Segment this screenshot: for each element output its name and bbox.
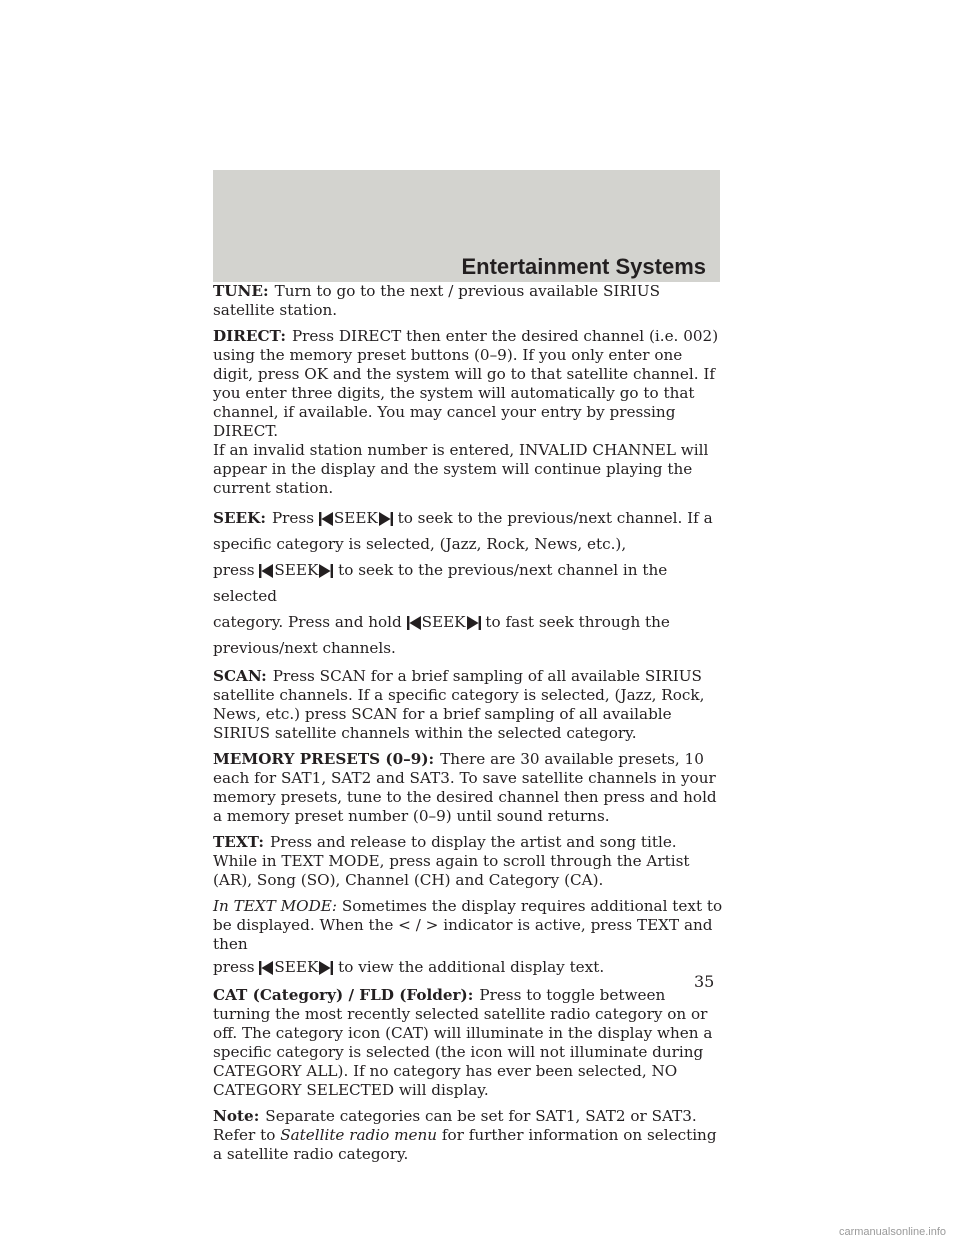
note-paragraph (213, 1107, 723, 1126)
seek-line1-rest: to seek to the previous/next channel. If a (397, 509, 713, 527)
text-button-text: Press and release to display the artist and song title. While in TEXT MODE, press again to scroll through the Artist (AR), Song (SO), Channel (CH) and Category (CA). (213, 833, 690, 889)
direct-term: DIRECT: (213, 327, 286, 345)
text-mode-paragraph (213, 897, 723, 980)
invalid-text: If an invalid station number is entered, INVALID CHANNEL will appear in the display and the system will continue playing the current station. (213, 441, 709, 497)
page-number: 35 (694, 972, 715, 991)
scan-term: SCAN: (213, 667, 267, 685)
memory-presets-term: MEMORY PRESETS (0–9): (213, 750, 435, 768)
direct-paragraph (213, 327, 723, 441)
seek-term: SEEK: (213, 509, 266, 527)
seek-word: SEEK (333, 509, 378, 527)
seek-line3-rest: to seek to the previous/next channel in the selected (213, 561, 668, 605)
seek-paragraph (213, 505, 723, 661)
seek-word: SEEK (421, 613, 466, 631)
refer-paragraph (213, 1126, 723, 1164)
seek-line-5: previous/next channels. (213, 639, 396, 657)
seek-word: SEEK (274, 561, 319, 579)
scan-paragraph (213, 667, 723, 743)
section-title: Entertainment Systems (461, 254, 706, 279)
seek-press: Press (271, 509, 314, 527)
seek-line-4 (213, 609, 723, 635)
category-term: CAT (Category) / FLD (Folder): (213, 986, 474, 1004)
seek-line4-start: category. Press and hold (213, 613, 402, 631)
tune-term: TUNE: (213, 282, 269, 300)
note-term: Note: (213, 1107, 260, 1125)
text-mode-press: press (213, 958, 255, 976)
seek-previous-icon (407, 615, 421, 631)
direct-text: Press DIRECT then enter the desired channel (i.e. 002) using the memory preset buttons (0–9). If you only enter one digit, press OK and the system will go to that satellite channel. If you enter three digits, the system will automatically go to that channel, if available. You may cancel your entry by pressing DIRECT. (213, 327, 719, 440)
text-mode-text: Sometimes the display requires additional text to be displayed. When the < / > indicator is active, press TEXT and then (213, 897, 723, 953)
refer-end: for further information on selecting a satellite radio category. (213, 1126, 717, 1163)
seek-word: SEEK (274, 958, 319, 976)
seek-control (259, 561, 338, 579)
tune-text: Turn to go to the next / previous available SIRIUS satellite station. (213, 282, 661, 319)
refer-start: Refer to (213, 1126, 276, 1144)
seek-next-icon (319, 960, 333, 976)
seek-control (407, 613, 486, 631)
seek-previous-icon (259, 563, 273, 579)
footer-watermark: carmanualsonline.info (838, 1226, 946, 1238)
memory-presets-text: There are 30 available presets, 10 each for SAT1, SAT2 and SAT3. To save satellite channels in your memory presets, tune to the desired channel then press and hold a memory preset number (0–9) until sound returns. (213, 750, 717, 825)
seek-previous-icon (319, 511, 333, 527)
text-mode-label: In TEXT MODE: (213, 897, 337, 915)
text-button-term: TEXT: (213, 833, 265, 851)
seek-line-3 (213, 557, 723, 609)
page-content (213, 282, 723, 1171)
text-mode-rest: to view the additional display text. (338, 958, 605, 976)
header-band (213, 170, 720, 282)
seek-press-2: press (213, 561, 255, 579)
seek-next-icon (467, 615, 481, 631)
seek-line4-rest: to fast seek through the (485, 613, 670, 631)
seek-line-2: specific category is selected, (Jazz, Rock, News, etc.), (213, 535, 627, 553)
seek-next-icon (379, 511, 393, 527)
text-mode-seek-line (213, 954, 723, 980)
scan-text: Press SCAN for a brief sampling of all available SIRIUS satellite channels. If a specific category is selected, (Jazz, Rock, News, etc.) press SCAN for a brief sampling of all available SIRIUS satellite channels within the selected category. (213, 667, 705, 742)
note-text: Separate categories can be set for SAT1, SAT2 or SAT3. (265, 1107, 697, 1125)
refer-link: Satellite radio menu (280, 1126, 438, 1144)
tune-paragraph (213, 282, 723, 320)
memory-presets-paragraph (213, 750, 723, 826)
seek-control (259, 958, 338, 976)
text-button-paragraph (213, 833, 723, 890)
category-text: Press to toggle between turning the most recently selected satellite radio category on or off. The category icon (CAT) will illuminate in the display when a specific category is selected (the icon will not illuminate during CATEGORY ALL). If no category has ever been selected, NO CATEGORY SELECTED will display. (213, 986, 713, 1099)
seek-next-icon (319, 563, 333, 579)
category-paragraph (213, 986, 723, 1100)
invalid-paragraph (213, 441, 723, 498)
seek-control (319, 509, 398, 527)
seek-previous-icon (259, 960, 273, 976)
seek-line-1 (213, 505, 723, 531)
